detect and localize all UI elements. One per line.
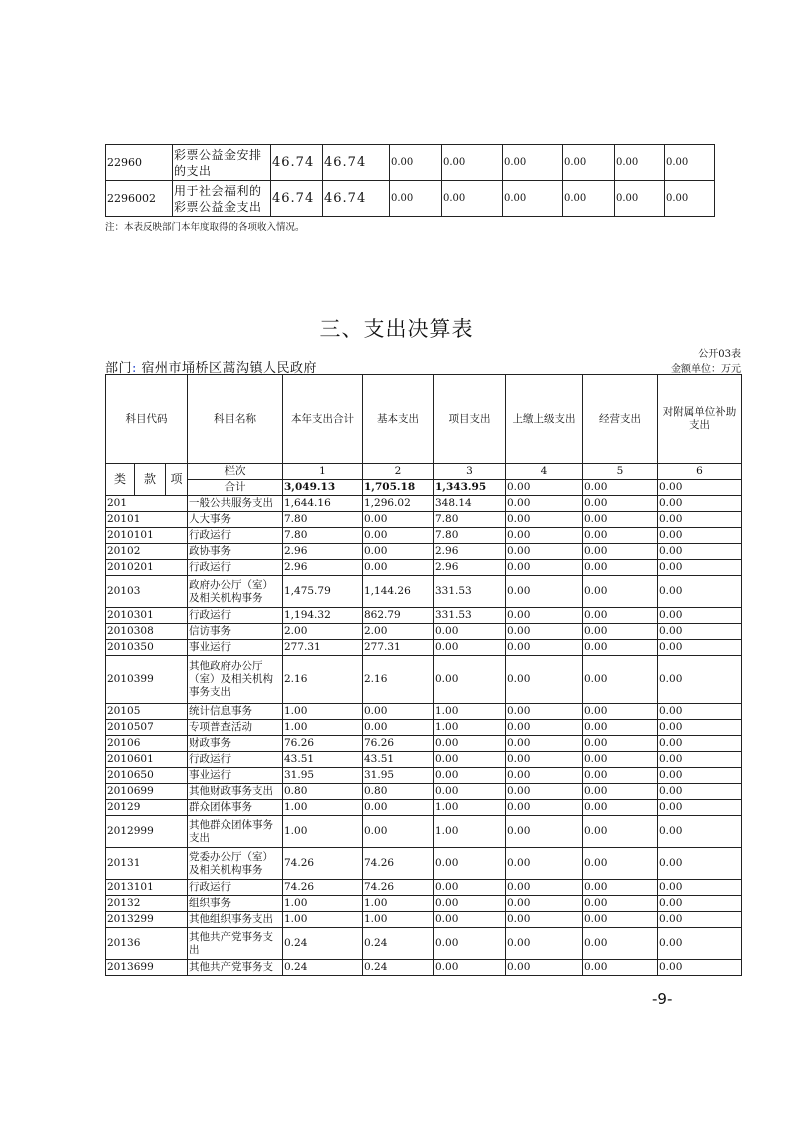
cell-value: 0.00 <box>583 656 658 704</box>
subject-name: 事业运行 <box>188 640 283 656</box>
amount-unit: 金额单位：万元 <box>671 364 741 375</box>
cell-value: 0.00 <box>583 496 658 512</box>
cell-value: 0.00 <box>615 145 665 181</box>
subject-name: 行政运行 <box>188 880 283 896</box>
table-number: 公开03表 <box>698 349 741 360</box>
cell-value: 0.24 <box>363 960 434 976</box>
cell-value: 0.00 <box>658 528 742 544</box>
cell-value: 0.00 <box>658 704 742 720</box>
cell-value: 0.00 <box>658 544 742 560</box>
subject-code: 2010301 <box>106 608 188 624</box>
cell-value: 0.00 <box>506 736 583 752</box>
cell-value: 1.00 <box>283 816 363 848</box>
cell-value: 0.00 <box>658 736 742 752</box>
cell-value: 0.00 <box>583 928 658 960</box>
cell-value: 43.51 <box>363 752 434 768</box>
column-number: 6 <box>658 464 742 480</box>
cell-value: 7.80 <box>434 512 506 528</box>
cell-value: 1.00 <box>434 816 506 848</box>
cell-value: 0.00 <box>583 768 658 784</box>
cell-value: 0.00 <box>434 624 506 640</box>
cell-value: 76.26 <box>363 736 434 752</box>
cell-value: 7.80 <box>434 528 506 544</box>
cell-value: 0.00 <box>583 576 658 608</box>
header-basic-expenditure: 基本支出 <box>363 375 434 464</box>
cell-value: 0.00 <box>583 960 658 976</box>
department-name: 宿州市埇桥区蒿沟镇人民政府 <box>141 361 318 376</box>
cell-value: 31.95 <box>283 768 363 784</box>
cell-value: 1.00 <box>283 800 363 816</box>
subject-code: 2010601 <box>106 752 188 768</box>
cell-value: 0.24 <box>363 928 434 960</box>
cell-value: 0.00 <box>658 960 742 976</box>
subject-name: 行政运行 <box>188 560 283 576</box>
subject-name: 人大事务 <box>188 512 283 528</box>
cell-value: 862.79 <box>363 608 434 624</box>
header-xiang: 项 <box>166 464 188 496</box>
cell-value: 1,475.79 <box>283 576 363 608</box>
subject-code: 2013299 <box>106 912 188 928</box>
cell-value: 2.96 <box>434 560 506 576</box>
section-title: 三、支出决算表 <box>319 317 474 341</box>
cell-value: 0.00 <box>506 752 583 768</box>
cell-value: 0.00 <box>563 181 615 217</box>
subject-name: 统计信息事务 <box>188 704 283 720</box>
subject-name: 专项普查活动 <box>188 720 283 736</box>
cell-value: 0.00 <box>583 816 658 848</box>
header-row <box>106 375 742 464</box>
cell-value: 0.00 <box>434 960 506 976</box>
cell-value: 74.26 <box>283 848 363 880</box>
header-project-expenditure: 项目支出 <box>434 375 506 464</box>
cell-value: 277.31 <box>283 640 363 656</box>
cell-value: 0.00 <box>583 640 658 656</box>
subject-code: 20129 <box>106 800 188 816</box>
header-kuan: 款 <box>135 464 166 496</box>
cell-value: 0.00 <box>434 640 506 656</box>
subject-code: 2010650 <box>106 768 188 784</box>
table-row <box>106 528 742 544</box>
table-row <box>106 656 742 704</box>
subject-name: 其他政府办公厅（室）及相关机构事务支出 <box>188 656 283 704</box>
total-value: 0.00 <box>658 480 742 496</box>
subject-code: 2012999 <box>106 816 188 848</box>
cell-value: 7.80 <box>283 528 363 544</box>
cell-value: 0.00 <box>658 784 742 800</box>
column-number: 2 <box>363 464 434 480</box>
header-subject-name: 科目名称 <box>188 375 283 464</box>
cell-value: 0.00 <box>506 928 583 960</box>
table-row <box>106 512 742 528</box>
subject-name: 其他群众团体事务支出 <box>188 816 283 848</box>
table-row <box>106 181 715 217</box>
cell-value: 0.00 <box>363 704 434 720</box>
subject-code: 20106 <box>106 736 188 752</box>
table-row <box>106 912 742 928</box>
cell-value: 0.00 <box>658 816 742 848</box>
subject-code: 2010101 <box>106 528 188 544</box>
cell-value: 0.00 <box>658 608 742 624</box>
cell-value: 0.00 <box>363 528 434 544</box>
cell-value: 76.26 <box>283 736 363 752</box>
cell-value: 2.96 <box>283 544 363 560</box>
cell-value: 0.00 <box>506 768 583 784</box>
cell-value: 0.00 <box>583 736 658 752</box>
subject-name: 政协事务 <box>188 544 283 560</box>
cell-value: 0.00 <box>506 960 583 976</box>
cell-value: 0.00 <box>658 800 742 816</box>
cell-value: 0.00 <box>583 544 658 560</box>
cell-value: 0.00 <box>506 656 583 704</box>
cell-value: 0.00 <box>434 912 506 928</box>
cell-value: 0.00 <box>506 544 583 560</box>
total-row <box>106 480 742 496</box>
previous-income-table <box>105 144 715 217</box>
subject-code: 20101 <box>106 512 188 528</box>
cell-value: 0.00 <box>503 181 563 217</box>
cell-value: 0.00 <box>583 848 658 880</box>
cell-value: 0.00 <box>506 496 583 512</box>
subject-code: 20132 <box>106 896 188 912</box>
cell-value: 1.00 <box>434 800 506 816</box>
subject-code: 2010399 <box>106 656 188 704</box>
cell-value: 0.00 <box>563 145 615 181</box>
subject-code: 2010699 <box>106 784 188 800</box>
cell-value: 331.53 <box>434 608 506 624</box>
cell-value: 0.00 <box>434 880 506 896</box>
cell-value: 0.24 <box>283 960 363 976</box>
total-value: 0.00 <box>583 480 658 496</box>
cell-value: 0.00 <box>583 752 658 768</box>
cell-value: 0.80 <box>283 784 363 800</box>
cell-value: 0.00 <box>583 912 658 928</box>
cell-value: 0.00 <box>390 181 442 217</box>
cell-value: 0.00 <box>506 576 583 608</box>
cell-value: 1,144.26 <box>363 576 434 608</box>
cell-value: 0.00 <box>583 880 658 896</box>
cell-value: 0.00 <box>363 544 434 560</box>
cell-value: 1.00 <box>283 896 363 912</box>
page-number: -9- <box>652 990 673 1008</box>
cell-value: 46.74 <box>323 181 390 217</box>
subject-code: 2010507 <box>106 720 188 736</box>
cell-value: 1.00 <box>363 912 434 928</box>
cell-value: 1.00 <box>363 896 434 912</box>
subject-code: 20103 <box>106 576 188 608</box>
subject-name: 其他共产党事务支 <box>188 960 283 976</box>
cell-value: 2.96 <box>283 560 363 576</box>
cell-value: 0.00 <box>583 896 658 912</box>
cell-value: 2.00 <box>283 624 363 640</box>
table-row <box>106 960 742 976</box>
cell-value: 277.31 <box>363 640 434 656</box>
cell-value: 0.00 <box>658 720 742 736</box>
subject-name: 组织事务 <box>188 896 283 912</box>
cell-value: 0.24 <box>283 928 363 960</box>
header-lei: 类 <box>106 464 135 496</box>
table-row <box>106 624 742 640</box>
column-number: 5 <box>583 464 658 480</box>
total-value: 3,049.13 <box>283 480 363 496</box>
cell-value: 31.95 <box>363 768 434 784</box>
subject-code: 22960 <box>106 145 173 181</box>
cell-value: 0.00 <box>442 181 503 217</box>
cell-value: 0.00 <box>363 720 434 736</box>
cell-value: 0.00 <box>506 880 583 896</box>
cell-value: 0.00 <box>665 145 715 181</box>
cell-value: 0.00 <box>658 560 742 576</box>
cell-value: 46.74 <box>323 145 390 181</box>
cell-value: 0.00 <box>658 928 742 960</box>
header-subject-code: 科目代码 <box>106 375 188 464</box>
cell-value: 0.00 <box>390 145 442 181</box>
cell-value: 0.00 <box>658 512 742 528</box>
subject-name: 政府办公厅（室）及相关机构事务 <box>188 576 283 608</box>
cell-value: 74.26 <box>363 880 434 896</box>
subject-code: 20136 <box>106 928 188 960</box>
header-remit-to-superior: 上缴上级支出 <box>506 375 583 464</box>
subject-name: 其他共产党事务支出 <box>188 928 283 960</box>
cell-value: 0.00 <box>363 512 434 528</box>
table-row <box>106 896 742 912</box>
subject-name: 财政事务 <box>188 736 283 752</box>
cell-value: 0.00 <box>434 848 506 880</box>
cell-value: 0.00 <box>434 768 506 784</box>
expenditure-table <box>105 374 742 976</box>
cell-value: 2.16 <box>283 656 363 704</box>
total-value: 0.00 <box>506 480 583 496</box>
cell-value: 0.00 <box>615 181 665 217</box>
cell-value: 0.00 <box>442 145 503 181</box>
table-row <box>106 848 742 880</box>
subject-code: 2013699 <box>106 960 188 976</box>
subject-name: 党委办公厅（室）及相关机构事务 <box>188 848 283 880</box>
cell-value: 0.00 <box>506 784 583 800</box>
subject-code: 2010308 <box>106 624 188 640</box>
table-note: 注：本表反映部门本年度取得的各项收入情况。 <box>105 222 305 233</box>
cell-value: 0.00 <box>434 736 506 752</box>
cell-value: 43.51 <box>283 752 363 768</box>
total-value: 1,343.95 <box>434 480 506 496</box>
cell-value: 0.00 <box>434 752 506 768</box>
header-total-expenditure: 本年支出合计 <box>283 375 363 464</box>
cell-value: 2.16 <box>363 656 434 704</box>
table-row <box>106 720 742 736</box>
cell-value: 0.00 <box>363 800 434 816</box>
column-number: 3 <box>434 464 506 480</box>
subject-name: 其他组织事务支出 <box>188 912 283 928</box>
cell-value: 0.00 <box>506 720 583 736</box>
subject-code: 20131 <box>106 848 188 880</box>
header-subsidy-to-affiliates: 对附属单位补助支出 <box>658 375 742 464</box>
subject-code: 2013101 <box>106 880 188 896</box>
table-row <box>106 576 742 608</box>
cell-value: 46.74 <box>271 145 323 181</box>
cell-value: 0.00 <box>658 848 742 880</box>
cell-value: 0.00 <box>583 704 658 720</box>
column-number: 4 <box>506 464 583 480</box>
total-label: 合计 <box>188 480 283 496</box>
table-row <box>106 640 742 656</box>
cell-value: 1.00 <box>283 912 363 928</box>
total-value: 1,705.18 <box>363 480 434 496</box>
cell-value: 0.80 <box>363 784 434 800</box>
subject-name: 信访事务 <box>188 624 283 640</box>
cell-value: 0.00 <box>583 720 658 736</box>
cell-value: 0.00 <box>506 608 583 624</box>
table-row <box>106 928 742 960</box>
table-row <box>106 800 742 816</box>
cell-value: 0.00 <box>506 640 583 656</box>
subject-name: 事业运行 <box>188 768 283 784</box>
cell-value: 1.00 <box>434 720 506 736</box>
cell-value: 0.00 <box>506 816 583 848</box>
cell-value: 0.00 <box>583 784 658 800</box>
cell-value: 0.00 <box>506 896 583 912</box>
cell-value: 0.00 <box>506 560 583 576</box>
cell-value: 0.00 <box>583 560 658 576</box>
cell-value: 1.00 <box>434 704 506 720</box>
header-operating-expenditure: 经营支出 <box>583 375 658 464</box>
cell-value: 0.00 <box>658 656 742 704</box>
cell-value: 7.80 <box>283 512 363 528</box>
cell-value: 0.00 <box>658 576 742 608</box>
subject-name: 群众团体事务 <box>188 800 283 816</box>
subject-code: 20102 <box>106 544 188 560</box>
cell-value: 0.00 <box>506 800 583 816</box>
cell-value: 0.00 <box>658 624 742 640</box>
cell-value: 1,296.02 <box>363 496 434 512</box>
table-row <box>106 608 742 624</box>
cell-value: 0.00 <box>583 528 658 544</box>
cell-value: 0.00 <box>658 912 742 928</box>
cell-value: 0.00 <box>658 896 742 912</box>
department-label: 部门 <box>105 361 133 376</box>
subject-name: 行政运行 <box>188 608 283 624</box>
table-row <box>106 816 742 848</box>
subject-name: 行政运行 <box>188 528 283 544</box>
cell-value: 0.00 <box>658 640 742 656</box>
cell-value: 0.00 <box>583 512 658 528</box>
table-row <box>106 560 742 576</box>
table-row <box>106 768 742 784</box>
cell-value: 0.00 <box>506 848 583 880</box>
table-row <box>106 544 742 560</box>
cell-value: 0.00 <box>506 528 583 544</box>
cell-value: 0.00 <box>434 656 506 704</box>
subject-code: 201 <box>106 496 188 512</box>
column-number-label: 栏次 <box>188 464 283 480</box>
table-row <box>106 704 742 720</box>
cell-value: 0.00 <box>583 624 658 640</box>
cell-value: 0.00 <box>506 704 583 720</box>
cell-value: 1.00 <box>283 720 363 736</box>
table-row <box>106 736 742 752</box>
cell-value: 0.00 <box>506 912 583 928</box>
table-row <box>106 145 715 181</box>
cell-value: 0.00 <box>658 496 742 512</box>
column-number-row <box>106 464 742 480</box>
subject-name: 其他财政事务支出 <box>188 784 283 800</box>
cell-value: 0.00 <box>434 928 506 960</box>
cell-value: 0.00 <box>434 784 506 800</box>
cell-value: 0.00 <box>665 181 715 217</box>
cell-value: 0.00 <box>506 624 583 640</box>
cell-value: 0.00 <box>363 560 434 576</box>
subject-code: 2010350 <box>106 640 188 656</box>
cell-value: 74.26 <box>363 848 434 880</box>
cell-value: 0.00 <box>658 880 742 896</box>
cell-value: 1,644.16 <box>283 496 363 512</box>
department-colon: : <box>132 361 137 376</box>
cell-value: 0.00 <box>503 145 563 181</box>
cell-value: 46.74 <box>271 181 323 217</box>
table-row <box>106 752 742 768</box>
cell-value: 0.00 <box>583 800 658 816</box>
subject-name: 一般公共服务支出 <box>188 496 283 512</box>
cell-value: 0.00 <box>506 512 583 528</box>
cell-value: 348.14 <box>434 496 506 512</box>
cell-value: 2.96 <box>434 544 506 560</box>
cell-value: 331.53 <box>434 576 506 608</box>
cell-value: 2.00 <box>363 624 434 640</box>
cell-value: 1,194.32 <box>283 608 363 624</box>
cell-value: 0.00 <box>583 608 658 624</box>
subject-name: 行政运行 <box>188 752 283 768</box>
subject-code: 2010201 <box>106 560 188 576</box>
cell-value: 74.26 <box>283 880 363 896</box>
table-row <box>106 784 742 800</box>
cell-value: 0.00 <box>363 816 434 848</box>
table-row <box>106 880 742 896</box>
subject-name: 彩票公益金安排的支出 <box>173 145 271 181</box>
subject-name: 用于社会福利的彩票公益金支出 <box>173 181 271 217</box>
subject-code: 20105 <box>106 704 188 720</box>
table-row <box>106 496 742 512</box>
cell-value: 0.00 <box>658 752 742 768</box>
cell-value: 0.00 <box>658 768 742 784</box>
subject-code: 2296002 <box>106 181 173 217</box>
cell-value: 1.00 <box>283 704 363 720</box>
cell-value: 0.00 <box>434 896 506 912</box>
column-number: 1 <box>283 464 363 480</box>
